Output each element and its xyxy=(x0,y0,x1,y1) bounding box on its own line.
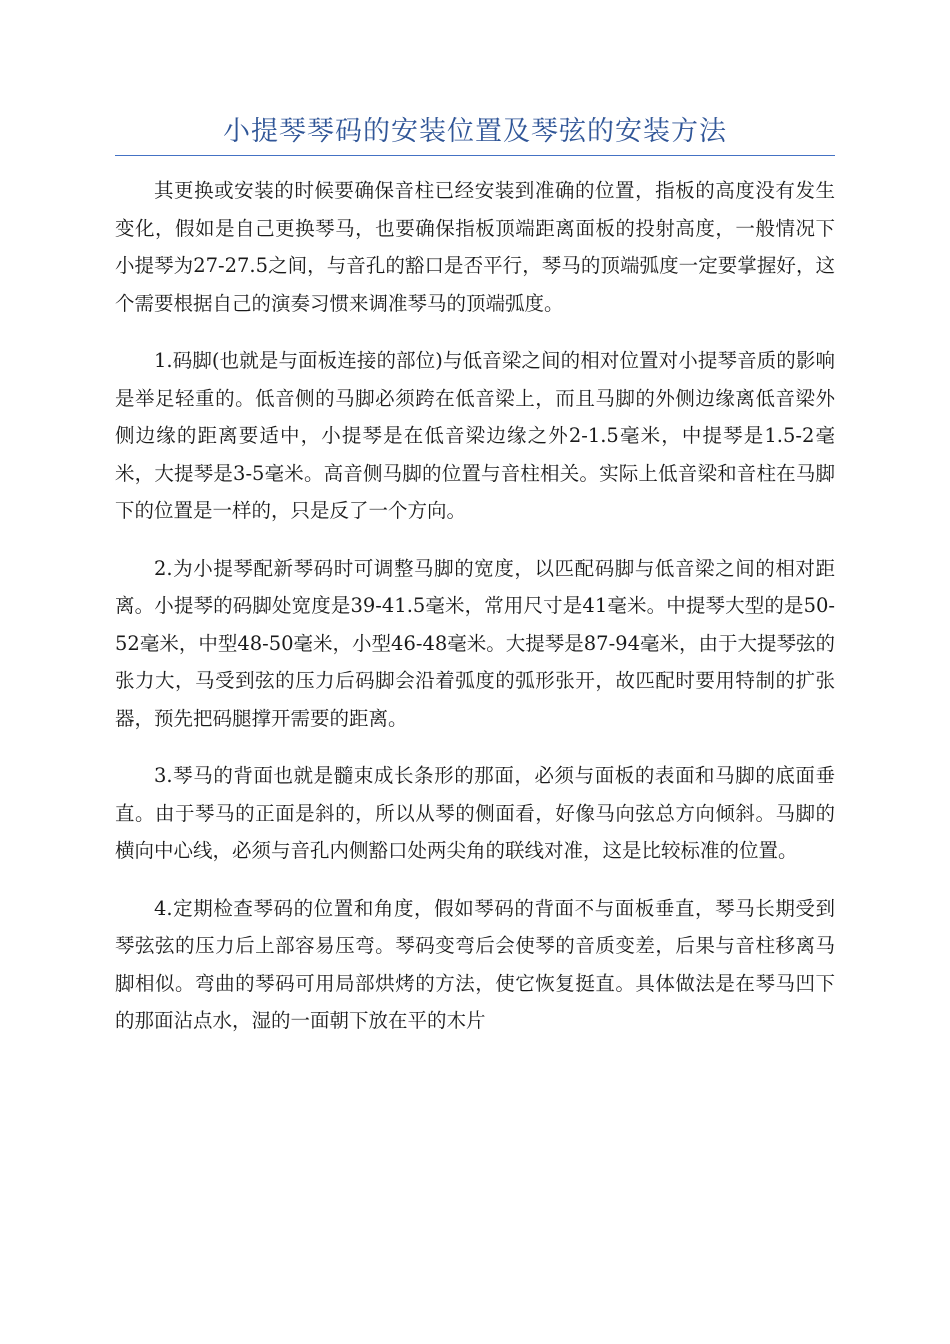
paragraph-intro: 其更换或安装的时候要确保音柱已经安装到准确的位置，指板的高度没有发生变化，假如是自己更换琴马，也要确保指板顶端距离面板的投射高度，一般情况下小提琴为27-27.5之间，与音孔的豁口是否平行，琴马的顶端弧度一定要掌握好，这个需要根据自己的演奏习惯来调准琴马的顶端弧度。 xyxy=(115,179,835,315)
paragraph-1: 1.码脚(也就是与面板连接的部位)与低音梁之间的相对位置对小提琴音质的影响是举足轻重的。低音侧的马脚必须跨在低音梁上，而且马脚的外侧边缘离低音梁外侧边缘的距离要适中，小提琴是在低音梁边缘之外2-1.5毫米，中提琴是1.5-2毫米，大提琴是3-5毫米。高音侧马脚的位置与音柱相关。实际上低音梁和音柱在马脚下的位置是一样的，只是反了一个方向。 xyxy=(115,349,835,522)
document-body xyxy=(115,172,835,1060)
paragraph-2: 2.为小提琴配新琴码时可调整马脚的宽度，以匹配码脚与低音梁之间的相对距离。小提琴的码脚处宽度是39-41.5毫米，常用尺寸是41毫米。中提琴大型的是50-52毫米，中型48-50毫米，小型46-48毫米。大提琴是87-94毫米，由于大提琴弦的张力大，马受到弦的压力后码脚会沿着弧度的弧形张开，故匹配时要用特制的扩张器，预先把码腿撑开需要的距离。 xyxy=(115,556,835,730)
page-title: 小提琴琴码的安装位置及琴弦的安装方法 xyxy=(223,116,727,147)
title-underline xyxy=(115,155,835,156)
paragraph-4: 4.定期检查琴码的位置和角度，假如琴码的背面不与面板垂直，琴马长期受到琴弦弦的压力后上部容易压弯。琴码变弯后会使琴的音质变差，后果与音柱移离马脚相似。弯曲的琴码可用局部烘烤的方法，使它恢复挺直。具体做法是在琴马凹下的那面沾点水，湿的一面朝下放在平的木片 xyxy=(115,896,835,1032)
paragraph-3: 3.琴马的背面也就是髓束成长条形的那面，必须与面板的表面和马脚的底面垂直。由于琴马的正面是斜的，所以从琴的侧面看，好像马向弦总方向倾斜。马脚的横向中心线，必须与音孔内侧豁口处两尖角的联线对准，这是比较标准的位置。 xyxy=(115,764,835,862)
